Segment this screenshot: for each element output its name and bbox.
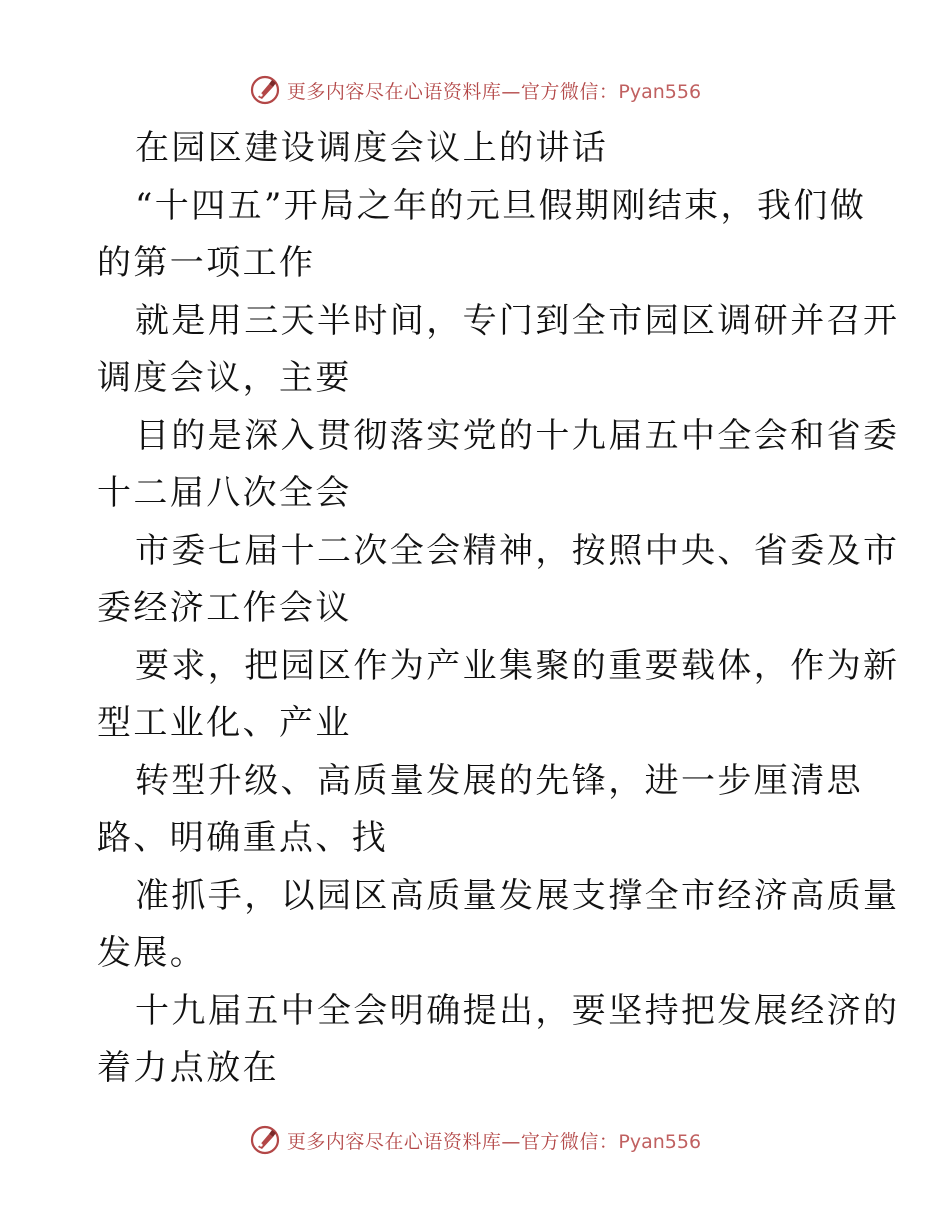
- text-line: “十四五”开局之年的元旦假期刚结束，我们做: [135, 185, 867, 226]
- text-line: 委经济工作会议: [97, 588, 352, 628]
- text-line: 十二届八次全会: [97, 473, 352, 513]
- text-line: 市委七届十二次全会精神，按照中央、省委及市: [135, 530, 900, 571]
- text-line: 着力点放在: [97, 1048, 279, 1088]
- text-line: 调度会议，主要: [97, 358, 352, 398]
- header-watermark: [0, 70, 950, 110]
- watermark-text-cn: 更多内容尽在心语资料库—官方微信：: [286, 1130, 619, 1153]
- watermark-text-cn: 更多内容尽在心语资料库—官方微信：: [286, 80, 619, 103]
- watermark-text-en: Pyan556: [618, 1130, 702, 1153]
- document-body: [97, 120, 900, 1098]
- text-line: 型工业化、产业: [97, 703, 352, 743]
- text-line: 转型升级、高质量发展的先锋，进一步厘清思: [135, 760, 863, 801]
- text-line: 目的是深入贯彻落实党的十九届五中全会和省委: [135, 415, 900, 456]
- text-line: 路、明确重点、找: [97, 818, 389, 858]
- pen-logo-icon: [249, 1124, 281, 1156]
- watermark-text: [287, 1127, 701, 1154]
- text-line: 发展。: [97, 933, 207, 973]
- footer-watermark: [0, 1120, 950, 1160]
- pen-logo-icon: [249, 74, 281, 106]
- text-line: 就是用三天半时间，专门到全市园区调研并召开: [135, 300, 900, 341]
- text-line: 准抓手，以园区高质量发展支撑全市经济高质量: [135, 875, 900, 916]
- text-line: 十九届五中全会明确提出，要坚持把发展经济的: [135, 990, 900, 1031]
- document-title: 在园区建设调度会议上的讲话: [135, 128, 609, 168]
- watermark-text-en: Pyan556: [618, 80, 702, 103]
- text-line: 要求，把园区作为产业集聚的重要载体，作为新: [135, 645, 900, 686]
- text-line: 的第一项工作: [97, 243, 316, 283]
- watermark-text: [287, 77, 701, 104]
